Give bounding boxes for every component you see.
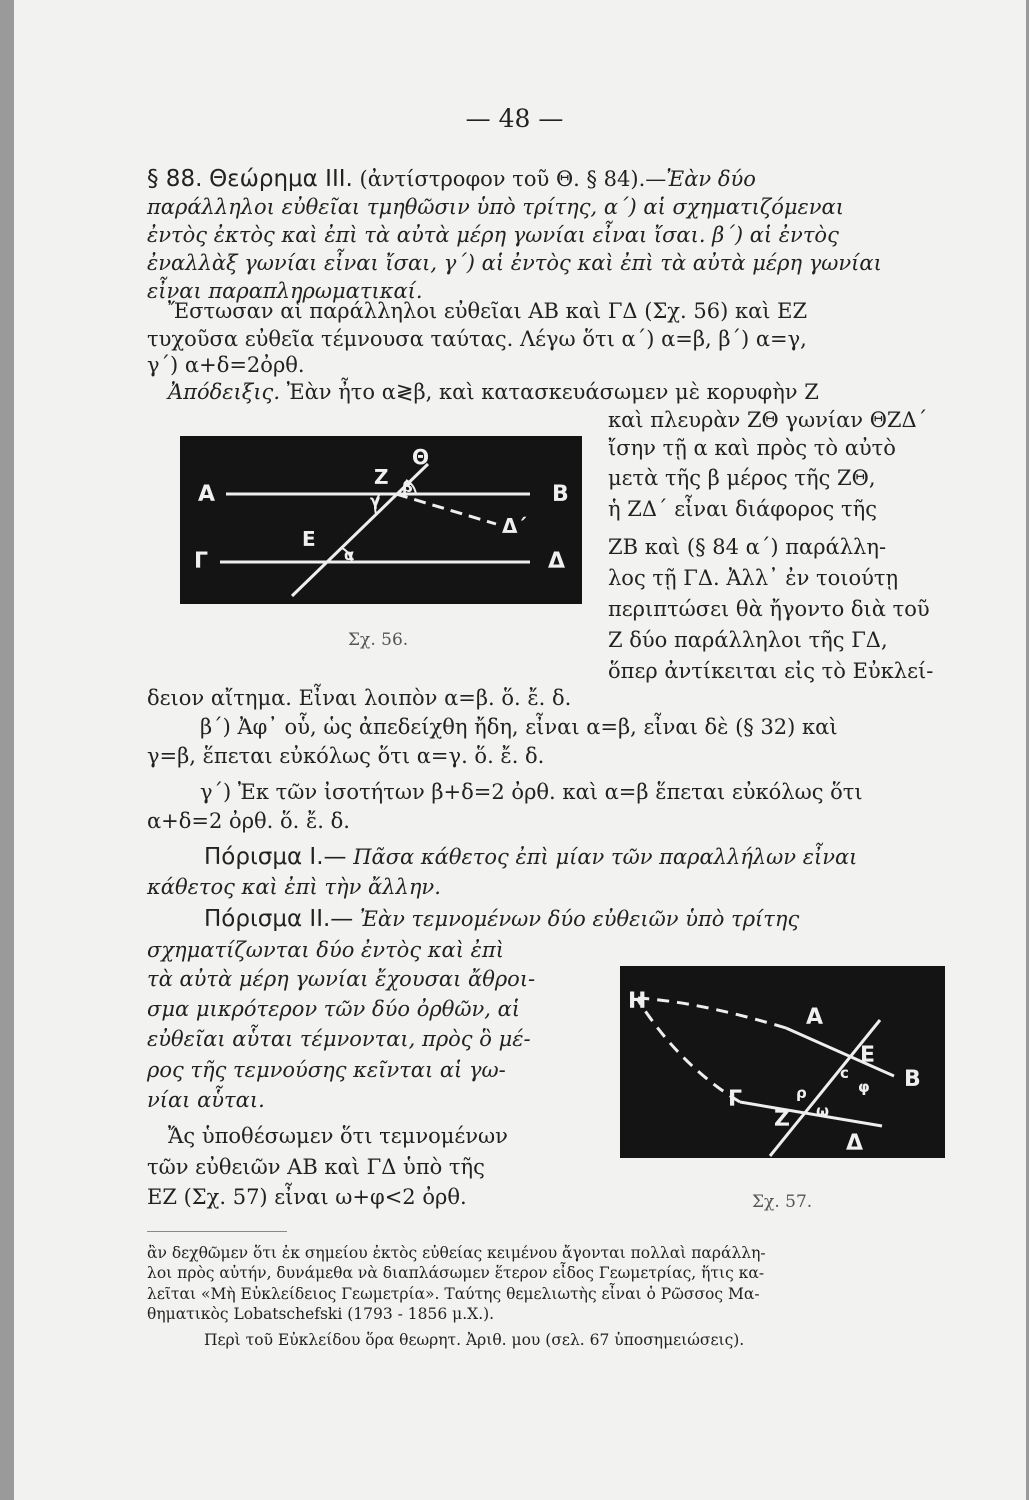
footnote-rule <box>147 1231 287 1232</box>
proof-rest-line: β΄) Ἀφ᾿ οὗ, ὡς ἀπεδείχθη ἤδη, εἶναι α=β, εἶναι δὲ (§ 32) καὶ <box>200 715 838 739</box>
proof-wrap-line: καὶ πλευρὰν ΖΘ γωνίαν ΘΖΔ΄ <box>608 408 928 432</box>
proof-label: Ἀπόδειξις. <box>168 380 280 404</box>
theorem-subtitle: (ἀντίστροφον τοῦ Θ. § 84).— <box>359 167 667 191</box>
footnote-line: θηματικὸς Lobatschefski (1793 - 1856 μ.Χ.). <box>147 1305 495 1323</box>
porisma-2-first: Ἐὰν τεμνομένων δύο εὐθειῶν ὑπὸ τρίτης <box>360 907 800 931</box>
figure-57 <box>620 966 945 1158</box>
footnote-line: λοι πρὸς αὐτήν, δυνάμεθα νὰ διαπλάσωμεν ἕτερον εἶδος Γεωμετρίας, ἥτις κα- <box>147 1264 765 1282</box>
label-alpha: α <box>344 546 355 564</box>
porisma-2-text-line: νίαι αὗται. <box>147 1088 265 1112</box>
dashed-extension-g <box>638 1000 740 1102</box>
label-A: Α <box>198 482 216 507</box>
label-rho: ρ <box>796 1084 807 1102</box>
theorem-statement-line: εἶναι παραπληρωματικαί. <box>147 279 423 303</box>
setup-line: τυχοῦσα εὐθεῖα τέμνουσα ταύτας. Λέγω ὅτι α΄) α=β, β΄) α=γ, <box>147 327 807 351</box>
porisma-1-line <box>204 844 1029 870</box>
proof-wrap-line: ΖΒ καὶ (§ 84 α΄) παράλλη- <box>608 535 887 559</box>
porisma-2-text-line: σχηματίζωνται δύο ἐντὸς καὶ ἐπὶ <box>147 938 504 962</box>
porisma-2-text-line: εὐθεῖαι αὗται τέμνονται, πρὸς ὃ μέ- <box>147 1027 531 1051</box>
porisma-2-proof-line: ΕΖ (Σχ. 57) εἶναι ω+φ<2 ὀρθ. <box>147 1185 467 1209</box>
proof-wrap-line: ὅπερ ἀντίκειται εἰς τὸ Εὐκλεί- <box>608 659 934 683</box>
page-number: — 48 — <box>465 104 564 133</box>
label-A: Α <box>806 1005 824 1030</box>
label-phi: φ <box>858 1078 870 1096</box>
theorem-title: Θεώρημα ΙΙΙ. <box>209 166 353 192</box>
porisma-1-text-line: κάθετος καὶ ἐπὶ τὴν ἄλλην. <box>147 875 441 899</box>
porisma-2-proof-line: Ἄς ὑποθέσωμεν ὅτι τεμνομένων <box>168 1124 508 1148</box>
porisma-2-title: Πόρισμα ΙΙ.— <box>204 906 354 932</box>
label-E: Ε <box>302 527 316 551</box>
figure-57-caption: Σχ. 57. <box>752 1192 813 1212</box>
porisma-2-text-line: τὰ αὐτὰ μέρη γωνίαι ἔχουσαι ἄθροι- <box>147 967 536 991</box>
footnote-line: λεῖται «Μὴ Εὐκλείδειος Γεωμετρία». Ταύτης θεμελιωτὴς εἶναι ὁ Ρῶσσος Μα- <box>147 1285 760 1303</box>
label-D: Δ <box>548 549 566 574</box>
label-B: Β <box>904 1067 921 1092</box>
setup-line: γ΄) α+δ=2ὀρθ. <box>147 353 305 377</box>
label-omega: ω <box>816 1102 830 1120</box>
theorem-statement-line: παράλληλοι εὐθεῖαι τμηθῶσιν ὑπὸ τρίτης, α΄) αἱ σχηματιζόμεναι <box>147 195 844 219</box>
porisma-1-text: Πᾶσα κάθετος ἐπὶ μίαν τῶν παραλλήλων εἶναι <box>353 845 858 869</box>
proof-wrap-line: ἡ ΖΔ΄ εἶναι διάφορος τῆς <box>608 497 877 521</box>
porisma-2-text-line: σμα μικρότερον τῶν δύο ὀρθῶν, αἱ <box>147 997 520 1021</box>
label-H: Η <box>628 989 647 1014</box>
proof-first-line <box>168 379 998 405</box>
figure-56 <box>180 436 582 604</box>
label-D-prime: Δ΄ <box>502 514 527 538</box>
label-c: c <box>840 1064 849 1082</box>
proof-rest-line: α+δ=2 ὀρθ. ὅ. ἔ. δ. <box>147 809 350 833</box>
proof-wrap-line: μετὰ τῆς β μέρος τῆς ΖΘ, <box>608 466 876 490</box>
label-G: Γ <box>728 1087 743 1112</box>
proof-wrap-line: λος τῇ ΓΔ. Ἀλλ᾿ ἐν τοιούτῃ <box>608 566 899 590</box>
proof-rest-line: γ΄) Ἐκ τῶν ἰσοτήτων β+δ=2 ὀρθ. καὶ α=β ἕπεται εὐκόλως ὅτι <box>200 780 863 804</box>
theorem-statement-line: ἐντὸς ἐκτὸς καὶ ἐπὶ τὰ αὐτὰ μέρη γωνίαι εἶναι ἴσαι. β΄) αἱ ἐντὸς <box>147 223 839 247</box>
label-G: Γ <box>194 549 209 574</box>
proof-wrap-line: ἴσην τῇ α καὶ πρὸς τὸ αὐτὸ <box>608 436 896 460</box>
theorem-statement-line: ἐναλλὰξ γωνίαι εἶναι ἴσαι, γ΄) αἱ ἐντὸς καὶ ἐπὶ τὰ αὐτὰ μέρη γωνίαι <box>147 251 882 275</box>
footnote-line: Περὶ τοῦ Εὐκλείδου ὅρα θεωρητ. Ἀριθ. μου (σελ. 67 ὑποσημειώσεις). <box>204 1331 745 1349</box>
footnote-line: ἂν δεχθῶμεν ὅτι ἐκ σημείου ἐκτὸς εὐθείας κειμένου ἄγονται πολλαὶ παράλλη- <box>147 1244 766 1262</box>
proof-rest-line: δειον αἴτημα. Εἶναι λοιπὸν α=β. ὅ. ἔ. δ. <box>147 686 572 710</box>
proof-rest-line: γ=β, ἕπεται εὐκόλως ὅτι α=γ. ὅ. ἔ. δ. <box>147 744 545 768</box>
porisma-1-title: Πόρισμα Ι.— <box>204 844 347 870</box>
figure-56-caption: Σχ. 56. <box>348 630 409 650</box>
theorem-statement-start: Ἐὰν δύο <box>666 167 756 191</box>
dashed-extension-a <box>638 998 786 1028</box>
line-zd-prime <box>396 494 496 524</box>
porisma-2-line <box>204 906 1029 932</box>
setup-line: Ἔστωσαν αἱ παράλληλοι εὐθεῖαι ΑΒ καὶ ΓΔ (Σχ. 56) καὶ ΕΖ <box>168 299 808 323</box>
porisma-2-text-line: ρος τῆς τεμνούσης κεῖνται αἱ γω- <box>147 1058 506 1082</box>
proof-wrap-line: Ζ δύο παράλληλοι τῆς ΓΔ, <box>608 628 888 652</box>
porisma-2-proof-line: τῶν εὐθειῶν ΑΒ καὶ ΓΔ ὑπὸ τῆς <box>147 1155 485 1179</box>
theorem-section: § 88. <box>147 166 203 192</box>
label-B: Β <box>552 482 569 507</box>
label-gamma: γ <box>370 492 381 510</box>
proof-first: Ἐὰν ἦτο α≷β, καὶ κατασκευάσωμεν μὲ κορυφὴν Ζ <box>286 380 819 404</box>
label-beta: β <box>402 478 413 496</box>
theorem-heading <box>147 166 977 192</box>
label-E: Ε <box>860 1043 876 1068</box>
label-D: Δ <box>846 1131 864 1156</box>
label-Theta: Θ <box>412 445 430 469</box>
proof-wrap-line: περιπτώσει θὰ ἤγοντο διὰ τοῦ <box>608 597 930 621</box>
label-Z: Ζ <box>774 1107 790 1132</box>
label-Z: Ζ <box>374 465 389 489</box>
